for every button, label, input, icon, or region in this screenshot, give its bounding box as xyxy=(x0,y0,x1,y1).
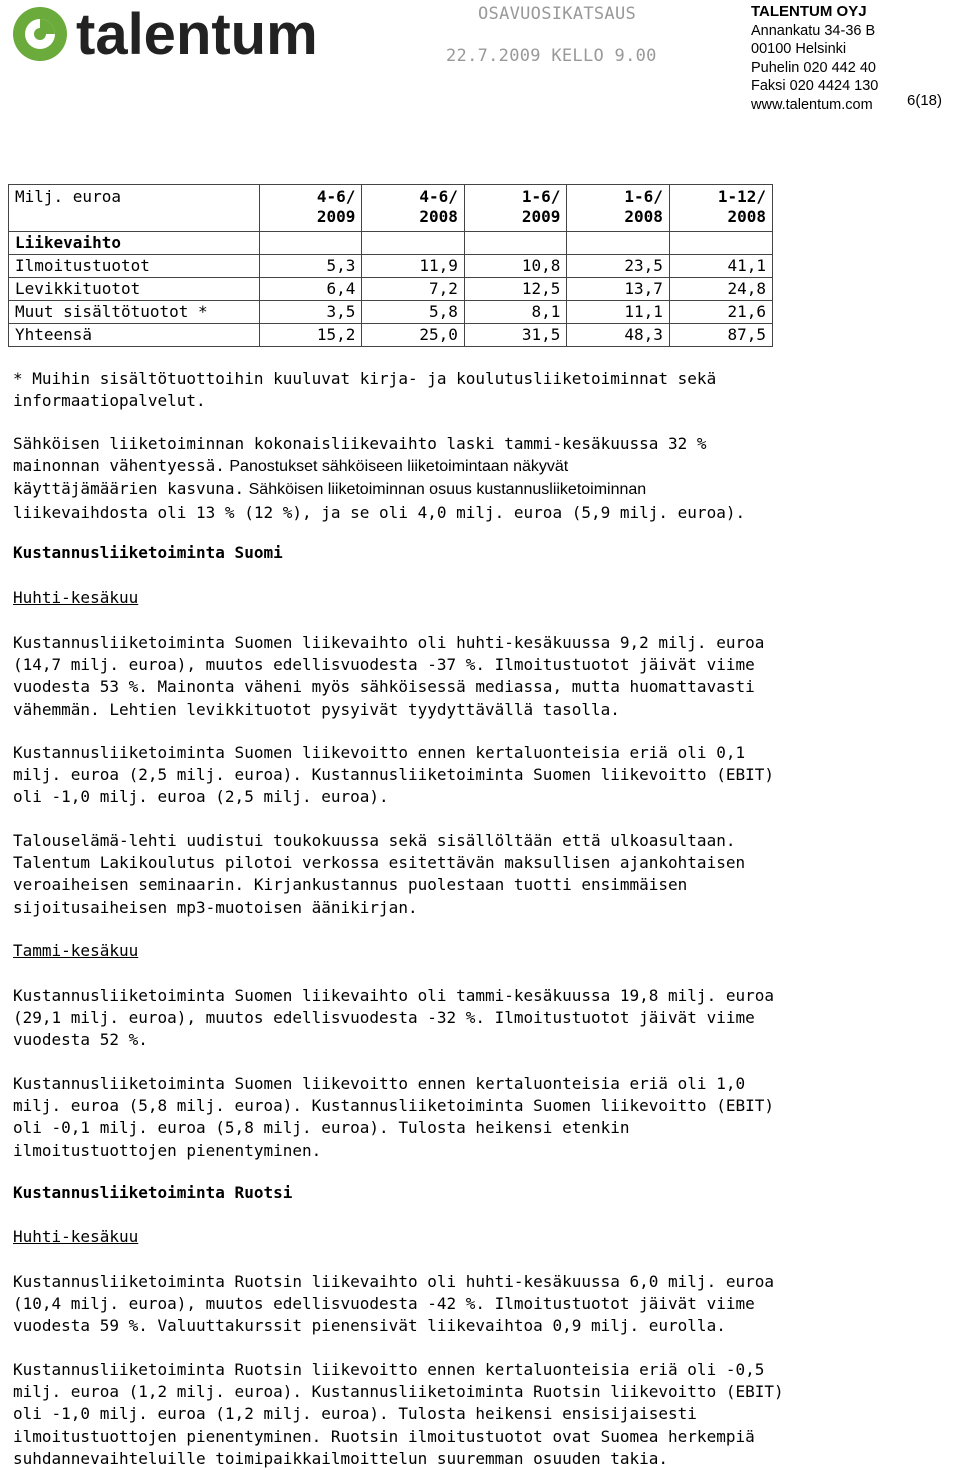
report-datetime: 22.7.2009 KELLO 9.00 xyxy=(446,46,657,66)
company-street: Annankatu 34-36 B xyxy=(751,22,876,39)
paragraph: Talouselämä-lehti uudistui toukokuussa sekä sisällöltään että ulkoasultaan. Talentum Lakikoulutus pilotoi verkossa esitettävän maksullisen ajankohtaisen veroaiheisen seminaarin. Kirjankustannus puolestaan tuotti ensimmäisen sijoitusaiheisen mp3-muotoisen äänikirjan. xyxy=(13,831,746,917)
row-label: Ilmoitustuotot xyxy=(9,255,260,278)
paragraph: Kustannusliiketoiminta Ruotsin liikevaihto oli huhti-kesäkuussa 6,0 milj. euroa (10,4 milj. euroa), muutos edellisvuodesta -42 %. Ilmoitustuotot jäivät viime vuodesta 59 %. Valuuttakurssit pienensivät liikevaihtoa 0,9 milj. eurolla. xyxy=(13,1272,774,1336)
column-header: 1-6/ 2008 xyxy=(567,185,670,232)
paragraph: Kustannusliiketoiminta Suomen liikevaihto oli tammi-kesäkuussa 19,8 milj. euroa (29,1 milj. euroa), muutos edellisvuodesta -32 %. Ilmoitustuotot jäivät viime vuodesta 52 %. xyxy=(13,986,774,1050)
table-cell: 5,3 xyxy=(259,255,362,278)
talentum-logo xyxy=(10,2,370,66)
company-phone: Puhelin 020 442 40 xyxy=(751,59,876,76)
table-unit-label: Milj. euroa xyxy=(9,185,260,232)
company-name: TALENTUM OYJ xyxy=(751,3,867,20)
section-heading-finland: Kustannusliiketoiminta Suomi xyxy=(13,543,283,562)
subheading-q2-finland: Huhti-kesäkuu xyxy=(13,588,139,607)
table-cell: 3,5 xyxy=(259,301,362,324)
subheading-q2-sweden: Huhti-kesäkuu xyxy=(13,1227,139,1246)
paragraph: Kustannusliiketoiminta Suomen liikevoitto ennen kertaluonteisia eriä oli 1,0 milj. euroa (5,8 milj. euroa). Kustannusliiketoiminta Suomen liikevoitto (EBIT) oli -0,1 milj. euroa (5,8 milj. euroa). Tulosta heikensi etenkin ilmoitustuottojen pienentyminen. xyxy=(13,1074,774,1160)
table-cell: 12,5 xyxy=(464,278,567,301)
column-header: 4-6/ 2009 xyxy=(259,185,362,232)
table-section-row xyxy=(9,232,773,255)
table-cell: 10,8 xyxy=(464,255,567,278)
table-row xyxy=(9,324,773,347)
table-row xyxy=(9,255,773,278)
digital-business-paragraph: Sähköisen liiketoiminnan kokonaisliikevaihto laski tammi-kesäkuussa 32 % mainonnan vähentyessä. Panostukset sähköiseen liiketoimintaan näkyvät käyttäjämäärien kasvuna. Sähköisen liiketoiminnan osuus kustannusliiketoiminnan liikevaihdosta oli 13 % (12 %), ja se oli 4,0 milj. euroa (5,9 milj. euroa). xyxy=(13,434,746,522)
table-cell: 21,6 xyxy=(669,301,772,324)
table-cell: 13,7 xyxy=(567,278,670,301)
table-cell: 5,8 xyxy=(362,301,465,324)
logo-text: talentum xyxy=(76,2,318,66)
company-postal: 00100 Helsinki xyxy=(751,41,847,57)
table-cell: 23,5 xyxy=(567,255,670,278)
table-cell: 7,2 xyxy=(362,278,465,301)
table-cell: 11,9 xyxy=(362,255,465,278)
table-cell: 41,1 xyxy=(669,255,772,278)
logo-mark-icon xyxy=(13,7,67,61)
page-number: 6(18) xyxy=(907,92,943,109)
table-cell: 25,0 xyxy=(362,324,465,347)
table-cell: 15,2 xyxy=(259,324,362,347)
subheading-h1-finland: Tammi-kesäkuu xyxy=(13,941,139,960)
paragraph: Kustannusliiketoiminta Suomen liikevoitto ennen kertaluonteisia eriä oli 0,1 milj. euroa (2,5 milj. euroa). Kustannusliiketoiminta Suomen liikevoitto (EBIT) oli -1,0 milj. euroa (2,5 milj. euroa). xyxy=(13,743,774,807)
row-label: Muut sisältötuotot * xyxy=(9,301,260,324)
row-label: Yhteensä xyxy=(9,324,260,347)
column-header: 1-6/ 2009 xyxy=(464,185,567,232)
paragraph: Kustannusliiketoiminta Suomen liikevaihto oli huhti-kesäkuussa 9,2 milj. euroa (14,7 milj. euroa), muutos edellisvuodesta -37 %. Ilmoitustuotot jäivät viime vuodesta 53 %. Mainonta väheni myös sähköisessä mediassa, mutta huomattavasti vähemmän. Lehtien levikkituotot pysyivät tyydyttävällä tasolla. xyxy=(13,633,765,719)
table-cell: 31,5 xyxy=(464,324,567,347)
table-cell: 6,4 xyxy=(259,278,362,301)
report-type: OSAVUOSIKATSAUS xyxy=(478,4,637,24)
section-label: Liikevaihto xyxy=(9,232,260,255)
table-cell: 11,1 xyxy=(567,301,670,324)
table-row xyxy=(9,301,773,324)
table-row xyxy=(9,278,773,301)
section-heading-sweden: Kustannusliiketoiminta Ruotsi xyxy=(13,1183,293,1202)
paragraph: Kustannusliiketoiminta Ruotsin liikevoitto ennen kertaluonteisia eriä oli -0,5 milj. euroa (1,2 milj. euroa). Kustannusliiketoiminta Ruotsin liikevoitto (EBIT) oli -1,0 milj. euroa (1,2 milj. euroa). Tulosta heikensi ensisijaisesti ilmoitustuottojen pienentyminen. Ruotsin ilmoitustuotot ovat Suomea herkempiä suhdannevaihteluille toimipaikkailmoittelun suuremman osuuden takia. xyxy=(13,1360,784,1468)
table-cell: 24,8 xyxy=(669,278,772,301)
company-info xyxy=(751,3,878,114)
company-fax: Faksi 020 4424 130 xyxy=(751,78,879,94)
financial-table xyxy=(8,184,773,347)
column-header: 1-12/ 2008 xyxy=(669,185,772,232)
table-cell: 8,1 xyxy=(464,301,567,324)
column-header: 4-6/ 2008 xyxy=(362,185,465,232)
table-cell: 87,5 xyxy=(669,324,772,347)
row-label: Levikkituotot xyxy=(9,278,260,301)
table-header-row xyxy=(9,185,773,232)
company-web: www.talentum.com xyxy=(751,96,873,113)
table-cell: 48,3 xyxy=(567,324,670,347)
footnote: * Muihin sisältötuottoihin kuuluvat kirja- ja koulutusliiketoiminnat sekä informaatiopalvelut. xyxy=(13,369,717,411)
